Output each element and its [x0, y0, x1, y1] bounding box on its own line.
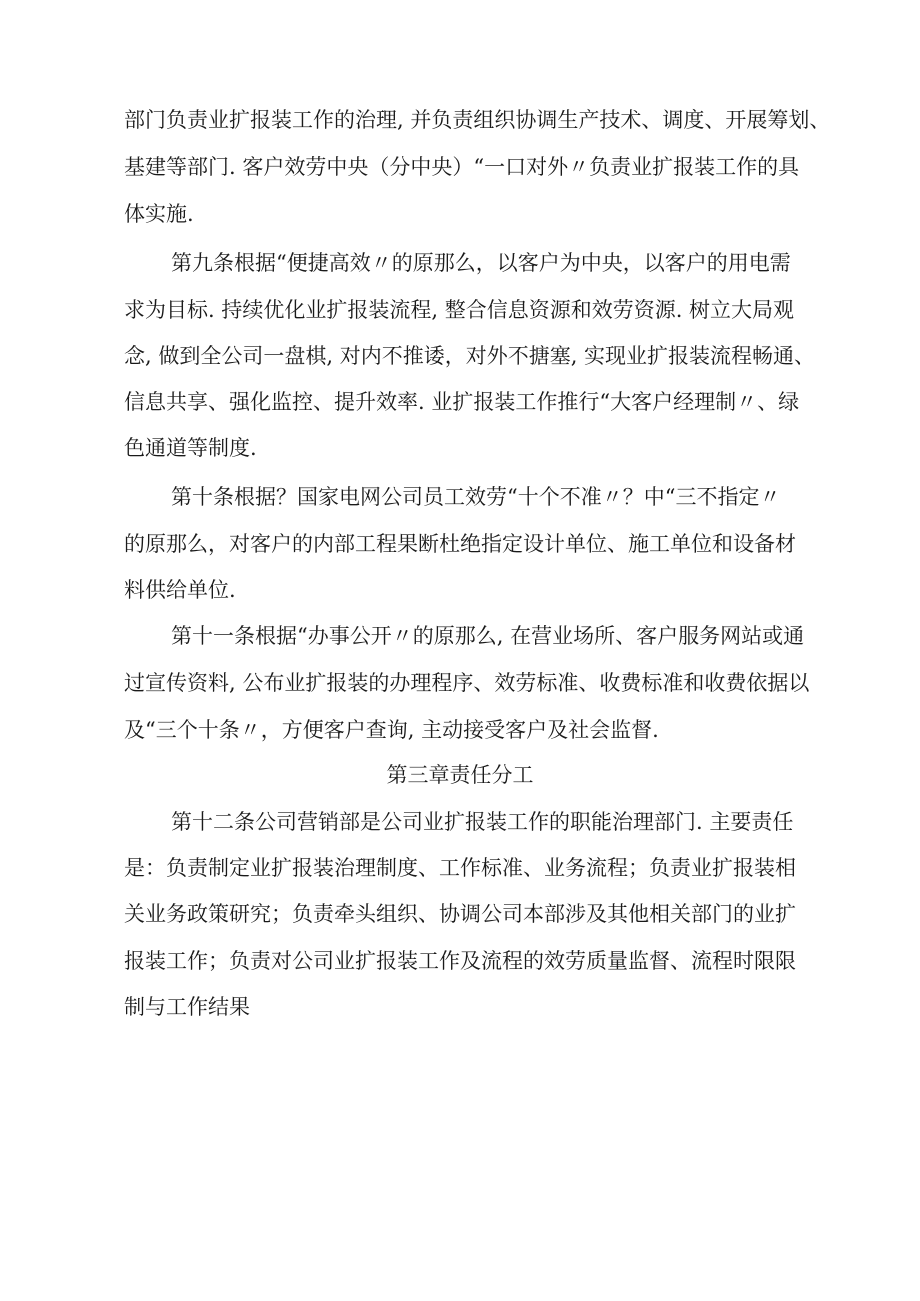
text-line: 料供给单位.	[124, 578, 236, 602]
text-line: 制与工作结果	[124, 995, 250, 1019]
article-10-start: 第十条根据？国家电网公司员工效劳“十个不准〃？中“三不指定〃	[171, 485, 781, 509]
text-line: 的原那么，对客户的内部工程果断杜绝指定设计单位、施工单位和设备材	[124, 532, 796, 556]
text-line: 部门负责业扩报装工作的治理, 并负责组织协调生产技术、调度、开展筹划、	[124, 108, 831, 132]
text-line: 念, 做到全公司一盘棋, 对内不推诿，对外不搪塞, 实现业扩报装流程畅通、	[124, 344, 816, 368]
text-line: 及“三个十条〃，方便客户查询, 主动接受客户及社会监督.	[124, 718, 659, 742]
text-line: 求为目标. 持续优化业扩报装流程, 整合信息资源和效劳资源. 树立大局观	[124, 298, 795, 322]
text-line: 过宣传资料, 公布业扩报装的办理程序、效劳标准、收费标准和收费依据以	[124, 671, 810, 695]
text-line: 体实施.	[124, 202, 194, 226]
text-line: 关业务政策研究；负责牵头组织、协调公司本部涉及其他相关部门的业扩	[124, 902, 796, 926]
text-line: 色通道等制度.	[124, 436, 257, 460]
text-line: 信息共享、强化监控、提升效率. 业扩报装工作推行“大客户经理制〃、绿	[124, 390, 800, 414]
text-line: 报装工作；负责对公司业扩报装工作及流程的效劳质量监督、流程时限限	[124, 949, 796, 973]
article-9-start: 第九条根据“便捷高效〃的原那么，以客户为中央，以客户的用电需	[171, 251, 791, 275]
article-12-start: 第十二条公司营销部是公司业扩报装工作的职能治理部门. 主要责任	[171, 810, 794, 834]
text-line: 基建等部门. 客户效劳中央（分中央）“一口对外〃负责业扩报装工作的具	[124, 155, 800, 179]
chapter-heading: 第三章责任分工	[386, 763, 534, 787]
article-11-start: 第十一条根据“办事公开〃的原那么, 在营业场所、客户服务网站或通	[171, 624, 805, 648]
text-line: 是：负责制定业扩报装治理制度、工作标准、业务流程；负责业扩报装相	[124, 856, 796, 880]
